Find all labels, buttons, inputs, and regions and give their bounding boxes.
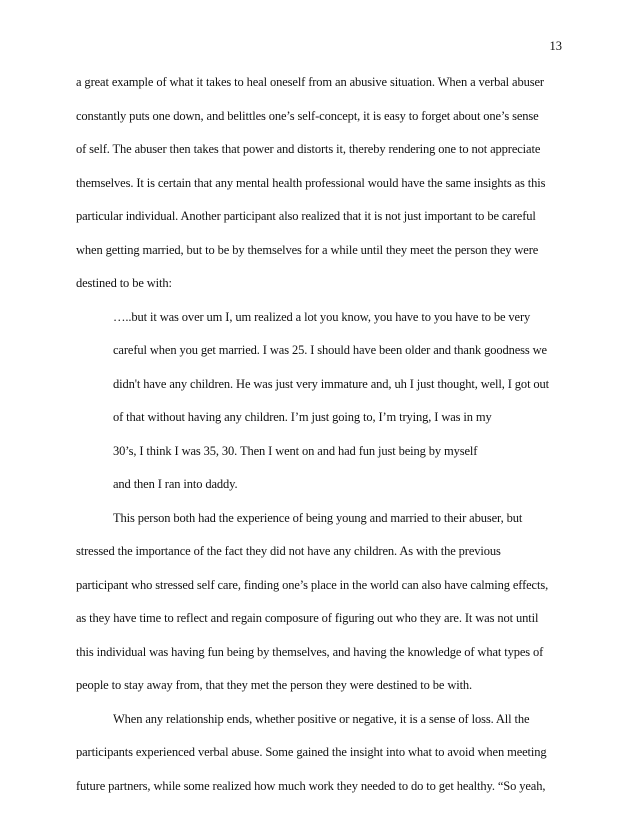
text-line: when getting married, but to be by themselves for a while until they meet the person they were xyxy=(76,242,539,257)
text-line: as they have time to reflect and regain composure of figuring out who they are. It was not until xyxy=(76,611,539,625)
text-line: careful when you get married. I was 25. I should have been older and thank goodness we xyxy=(113,343,547,357)
text-line: didn't have any children. He was just very immature and, uh I just thought, well, I got out xyxy=(113,376,550,391)
text-line: this individual was having fun being by themselves, and having the knowledge of what types of xyxy=(76,644,544,659)
text-line: participant who stressed self care, finding one’s place in the world can also have calming effects, xyxy=(76,577,549,592)
text-line: 30’s, I think I was 35, 30. Then I went on and had fun just being by myself xyxy=(113,443,478,458)
text-line: When any relationship ends, whether positive or negative, it is a sense of loss. All the xyxy=(113,711,530,726)
text-line: of that without having any children. I’m just going to, I’m trying, I was in my xyxy=(113,410,492,424)
text-line: people to stay away from, that they met the person they were destined to be with. xyxy=(76,678,473,692)
text-line: future partners, while some realized how much work they needed to do to get healthy. “So yeah, xyxy=(76,778,546,793)
text-line: destined to be with: xyxy=(76,276,172,290)
text-line: This person both had the experience of being young and married to their abuser, but xyxy=(113,510,523,525)
text-line: particular individual. Another participant also realized that it is not just important to be careful xyxy=(76,209,536,223)
page-number: 13 xyxy=(549,39,562,53)
text-line: constantly puts one down, and belittles one’s self-concept, it is easy to forget about one’s sense xyxy=(76,108,539,123)
text-line: a great example of what it takes to heal oneself from an abusive situation. When a verbal abuser xyxy=(76,75,544,89)
text-line: stressed the importance of the fact they did not have any children. As with the previous xyxy=(76,544,501,558)
text-line: participants experienced verbal abuse. Some gained the insight into what to avoid when meeting xyxy=(76,745,547,759)
text-line: …..but it was over um I, um realized a lot you know, you have to you have to be very xyxy=(113,309,531,324)
text-line: themselves. It is certain that any mental health professional would have the same insights as this xyxy=(76,175,546,190)
text-line: and then I ran into daddy. xyxy=(113,477,238,491)
text-line: of self. The abuser then takes that power and distorts it, thereby rendering one to not appreciate xyxy=(76,142,541,156)
